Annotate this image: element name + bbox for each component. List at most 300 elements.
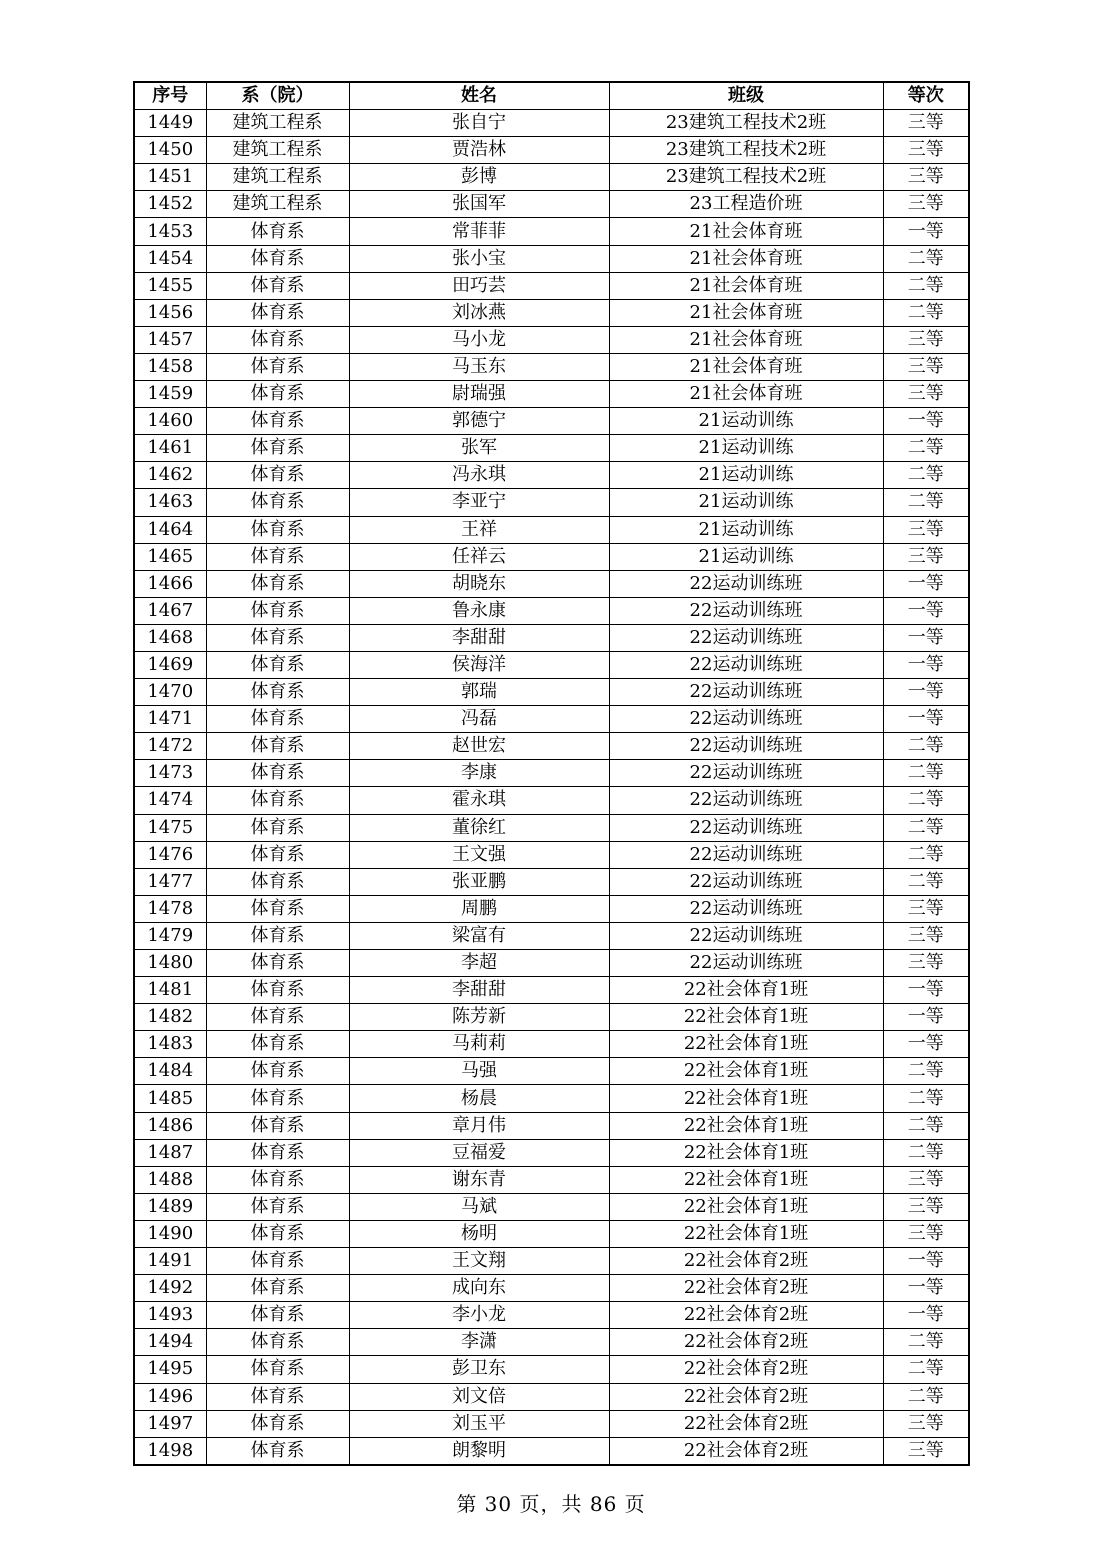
cell-serial-number: 1485 [134, 1085, 206, 1112]
table-row [134, 977, 969, 1004]
table-header-row [134, 82, 969, 110]
cell-department: 体育系 [206, 381, 349, 408]
cell-serial-number: 1462 [134, 462, 206, 489]
cell-name: 杨晨 [349, 1085, 609, 1112]
cell-grade: 二等 [883, 841, 969, 868]
cell-class: 22社会体育1班 [609, 1085, 883, 1112]
cell-grade: 一等 [883, 679, 969, 706]
cell-class: 22运动训练班 [609, 706, 883, 733]
cell-department: 体育系 [206, 1383, 349, 1410]
cell-class: 22运动训练班 [609, 651, 883, 678]
cell-serial-number: 1461 [134, 435, 206, 462]
cell-name: 陈芳新 [349, 1004, 609, 1031]
cell-serial-number: 1496 [134, 1383, 206, 1410]
cell-department: 体育系 [206, 624, 349, 651]
cell-name: 刘冰燕 [349, 299, 609, 326]
cell-serial-number: 1495 [134, 1356, 206, 1383]
cell-serial-number: 1475 [134, 814, 206, 841]
cell-grade: 三等 [883, 1166, 969, 1193]
cell-serial-number: 1488 [134, 1166, 206, 1193]
cell-department: 建筑工程系 [206, 137, 349, 164]
cell-department: 体育系 [206, 977, 349, 1004]
cell-grade: 一等 [883, 1004, 969, 1031]
cell-name: 梁富有 [349, 922, 609, 949]
cell-department: 体育系 [206, 435, 349, 462]
table-row [134, 489, 969, 516]
table-row [134, 841, 969, 868]
cell-name: 马斌 [349, 1193, 609, 1220]
page-footer: 第 30 页，共 86 页 [456, 1492, 646, 1516]
cell-department: 体育系 [206, 326, 349, 353]
cell-class: 22运动训练班 [609, 733, 883, 760]
table-row [134, 922, 969, 949]
cell-grade: 三等 [883, 1410, 969, 1437]
cell-name: 章月伟 [349, 1112, 609, 1139]
cell-grade: 二等 [883, 1329, 969, 1356]
cell-serial-number: 1473 [134, 760, 206, 787]
cell-class: 22社会体育2班 [609, 1356, 883, 1383]
cell-department: 建筑工程系 [206, 191, 349, 218]
cell-serial-number: 1471 [134, 706, 206, 733]
cell-serial-number: 1452 [134, 191, 206, 218]
cell-name: 王文翔 [349, 1248, 609, 1275]
header-class: 班级 [609, 82, 883, 110]
cell-serial-number: 1460 [134, 408, 206, 435]
cell-grade: 三等 [883, 543, 969, 570]
cell-serial-number: 1491 [134, 1248, 206, 1275]
cell-department: 体育系 [206, 760, 349, 787]
table-row [134, 868, 969, 895]
table-row [134, 191, 969, 218]
cell-grade: 二等 [883, 245, 969, 272]
table-row [134, 516, 969, 543]
cell-name: 张小宝 [349, 245, 609, 272]
table-row [134, 1004, 969, 1031]
cell-name: 霍永琪 [349, 787, 609, 814]
cell-department: 体育系 [206, 679, 349, 706]
cell-class: 22社会体育1班 [609, 1166, 883, 1193]
table-row [134, 895, 969, 922]
cell-class: 22社会体育2班 [609, 1383, 883, 1410]
cell-grade: 一等 [883, 624, 969, 651]
cell-department: 体育系 [206, 218, 349, 245]
table-row [134, 651, 969, 678]
cell-name: 鲁永康 [349, 597, 609, 624]
cell-serial-number: 1457 [134, 326, 206, 353]
cell-serial-number: 1484 [134, 1058, 206, 1085]
cell-class: 21运动训练 [609, 516, 883, 543]
table-row [134, 706, 969, 733]
table-row [134, 760, 969, 787]
cell-serial-number: 1449 [134, 110, 206, 137]
cell-class: 22运动训练班 [609, 868, 883, 895]
cell-name: 常菲菲 [349, 218, 609, 245]
cell-class: 22社会体育2班 [609, 1302, 883, 1329]
cell-name: 谢东青 [349, 1166, 609, 1193]
table-row [134, 1329, 969, 1356]
table-row [134, 679, 969, 706]
cell-name: 马强 [349, 1058, 609, 1085]
cell-name: 郭瑞 [349, 679, 609, 706]
cell-name: 成向东 [349, 1275, 609, 1302]
header-department: 系（院） [206, 82, 349, 110]
cell-grade: 一等 [883, 1302, 969, 1329]
table-row [134, 272, 969, 299]
table-row [134, 435, 969, 462]
cell-serial-number: 1470 [134, 679, 206, 706]
cell-department: 体育系 [206, 706, 349, 733]
cell-serial-number: 1493 [134, 1302, 206, 1329]
cell-name: 张国军 [349, 191, 609, 218]
cell-class: 22社会体育1班 [609, 1220, 883, 1247]
cell-grade: 三等 [883, 516, 969, 543]
cell-serial-number: 1467 [134, 597, 206, 624]
cell-class: 23建筑工程技术2班 [609, 137, 883, 164]
cell-class: 22社会体育2班 [609, 1437, 883, 1465]
cell-department: 体育系 [206, 1112, 349, 1139]
cell-name: 李超 [349, 950, 609, 977]
cell-serial-number: 1483 [134, 1031, 206, 1058]
cell-class: 22运动训练班 [609, 679, 883, 706]
cell-class: 22社会体育1班 [609, 1058, 883, 1085]
cell-department: 体育系 [206, 299, 349, 326]
cell-class: 21社会体育班 [609, 299, 883, 326]
cell-grade: 二等 [883, 299, 969, 326]
cell-grade: 二等 [883, 1383, 969, 1410]
table-row [134, 137, 969, 164]
cell-class: 21运动训练 [609, 489, 883, 516]
cell-serial-number: 1480 [134, 950, 206, 977]
cell-serial-number: 1487 [134, 1139, 206, 1166]
cell-serial-number: 1481 [134, 977, 206, 1004]
cell-grade: 一等 [883, 977, 969, 1004]
cell-grade: 三等 [883, 1220, 969, 1247]
cell-serial-number: 1476 [134, 841, 206, 868]
header-name: 姓名 [349, 82, 609, 110]
table-row [134, 408, 969, 435]
cell-department: 体育系 [206, 1437, 349, 1465]
cell-serial-number: 1497 [134, 1410, 206, 1437]
cell-department: 体育系 [206, 814, 349, 841]
cell-department: 体育系 [206, 1139, 349, 1166]
cell-name: 马玉东 [349, 353, 609, 380]
cell-grade: 二等 [883, 1058, 969, 1085]
cell-name: 任祥云 [349, 543, 609, 570]
table-row [134, 326, 969, 353]
cell-grade: 三等 [883, 110, 969, 137]
table-row [134, 1031, 969, 1058]
cell-department: 体育系 [206, 1004, 349, 1031]
table-row [134, 1275, 969, 1302]
cell-department: 体育系 [206, 787, 349, 814]
cell-class: 22运动训练班 [609, 950, 883, 977]
cell-name: 侯海洋 [349, 651, 609, 678]
cell-serial-number: 1450 [134, 137, 206, 164]
cell-name: 张亚鹏 [349, 868, 609, 895]
cell-department: 体育系 [206, 733, 349, 760]
cell-serial-number: 1455 [134, 272, 206, 299]
cell-name: 张自宁 [349, 110, 609, 137]
cell-name: 尉瑞强 [349, 381, 609, 408]
cell-grade: 三等 [883, 353, 969, 380]
cell-class: 21运动训练 [609, 462, 883, 489]
table-row [134, 1085, 969, 1112]
cell-grade: 一等 [883, 597, 969, 624]
cell-name: 李康 [349, 760, 609, 787]
table-row [134, 245, 969, 272]
cell-serial-number: 1468 [134, 624, 206, 651]
cell-grade: 二等 [883, 868, 969, 895]
cell-grade: 二等 [883, 1112, 969, 1139]
cell-name: 刘玉平 [349, 1410, 609, 1437]
cell-grade: 一等 [883, 651, 969, 678]
table-row [134, 1302, 969, 1329]
cell-serial-number: 1479 [134, 922, 206, 949]
cell-class: 22社会体育2班 [609, 1329, 883, 1356]
cell-grade: 一等 [883, 570, 969, 597]
cell-class: 21社会体育班 [609, 353, 883, 380]
cell-grade: 三等 [883, 950, 969, 977]
cell-grade: 二等 [883, 814, 969, 841]
cell-department: 建筑工程系 [206, 110, 349, 137]
table-row [134, 299, 969, 326]
cell-grade: 二等 [883, 1356, 969, 1383]
cell-serial-number: 1464 [134, 516, 206, 543]
cell-serial-number: 1472 [134, 733, 206, 760]
table-row [134, 1383, 969, 1410]
cell-class: 22运动训练班 [609, 787, 883, 814]
cell-department: 建筑工程系 [206, 164, 349, 191]
cell-department: 体育系 [206, 245, 349, 272]
cell-class: 22社会体育1班 [609, 1031, 883, 1058]
cell-grade: 二等 [883, 462, 969, 489]
cell-grade: 三等 [883, 164, 969, 191]
cell-department: 体育系 [206, 489, 349, 516]
cell-department: 体育系 [206, 1193, 349, 1220]
cell-class: 23工程造价班 [609, 191, 883, 218]
cell-serial-number: 1465 [134, 543, 206, 570]
cell-grade: 二等 [883, 435, 969, 462]
cell-name: 冯磊 [349, 706, 609, 733]
cell-grade: 一等 [883, 1031, 969, 1058]
cell-department: 体育系 [206, 570, 349, 597]
table-row [134, 1112, 969, 1139]
table-row [134, 814, 969, 841]
table-row [134, 543, 969, 570]
cell-department: 体育系 [206, 895, 349, 922]
table-row [134, 1248, 969, 1275]
cell-serial-number: 1459 [134, 381, 206, 408]
cell-serial-number: 1477 [134, 868, 206, 895]
cell-class: 21运动训练 [609, 543, 883, 570]
cell-class: 22运动训练班 [609, 922, 883, 949]
table-row [134, 1437, 969, 1465]
cell-name: 贾浩林 [349, 137, 609, 164]
cell-class: 22社会体育1班 [609, 1112, 883, 1139]
cell-class: 21社会体育班 [609, 218, 883, 245]
cell-class: 21运动训练 [609, 408, 883, 435]
cell-class: 21社会体育班 [609, 272, 883, 299]
cell-class: 22社会体育1班 [609, 1139, 883, 1166]
cell-class: 22运动训练班 [609, 841, 883, 868]
cell-department: 体育系 [206, 1031, 349, 1058]
cell-name: 张军 [349, 435, 609, 462]
cell-class: 22社会体育2班 [609, 1275, 883, 1302]
cell-class: 22运动训练班 [609, 597, 883, 624]
cell-grade: 一等 [883, 706, 969, 733]
cell-department: 体育系 [206, 868, 349, 895]
cell-name: 李亚宁 [349, 489, 609, 516]
cell-grade: 二等 [883, 1085, 969, 1112]
cell-grade: 三等 [883, 922, 969, 949]
cell-serial-number: 1453 [134, 218, 206, 245]
table-row [134, 1410, 969, 1437]
cell-serial-number: 1489 [134, 1193, 206, 1220]
cell-class: 21社会体育班 [609, 326, 883, 353]
award-roster-table [133, 81, 970, 1466]
cell-name: 马小龙 [349, 326, 609, 353]
cell-department: 体育系 [206, 1356, 349, 1383]
cell-class: 22运动训练班 [609, 814, 883, 841]
cell-class: 21运动训练 [609, 435, 883, 462]
table-row [134, 110, 969, 137]
cell-serial-number: 1466 [134, 570, 206, 597]
cell-grade: 一等 [883, 408, 969, 435]
cell-name: 赵世宏 [349, 733, 609, 760]
cell-class: 22社会体育1班 [609, 1004, 883, 1031]
cell-department: 体育系 [206, 1329, 349, 1356]
table-row [134, 381, 969, 408]
cell-serial-number: 1454 [134, 245, 206, 272]
cell-name: 马莉莉 [349, 1031, 609, 1058]
table-row [134, 1220, 969, 1247]
cell-name: 李小龙 [349, 1302, 609, 1329]
cell-serial-number: 1494 [134, 1329, 206, 1356]
cell-serial-number: 1469 [134, 651, 206, 678]
cell-department: 体育系 [206, 462, 349, 489]
cell-name: 周鹏 [349, 895, 609, 922]
cell-grade: 三等 [883, 381, 969, 408]
cell-department: 体育系 [206, 651, 349, 678]
cell-grade: 二等 [883, 733, 969, 760]
cell-department: 体育系 [206, 597, 349, 624]
cell-name: 冯永琪 [349, 462, 609, 489]
cell-department: 体育系 [206, 1248, 349, 1275]
cell-serial-number: 1482 [134, 1004, 206, 1031]
cell-name: 朗黎明 [349, 1437, 609, 1465]
table-row [134, 950, 969, 977]
cell-serial-number: 1463 [134, 489, 206, 516]
cell-class: 22运动训练班 [609, 760, 883, 787]
cell-grade: 二等 [883, 760, 969, 787]
cell-class: 22运动训练班 [609, 570, 883, 597]
cell-department: 体育系 [206, 1085, 349, 1112]
table-row [134, 1356, 969, 1383]
table-row [134, 164, 969, 191]
cell-serial-number: 1498 [134, 1437, 206, 1465]
table-row [134, 597, 969, 624]
table-row [134, 1193, 969, 1220]
cell-class: 21社会体育班 [609, 245, 883, 272]
cell-department: 体育系 [206, 272, 349, 299]
cell-serial-number: 1490 [134, 1220, 206, 1247]
cell-name: 刘文倍 [349, 1383, 609, 1410]
cell-department: 体育系 [206, 516, 349, 543]
table-body [134, 110, 969, 1465]
cell-name: 李甜甜 [349, 624, 609, 651]
cell-class: 22社会体育2班 [609, 1410, 883, 1437]
cell-name: 王祥 [349, 516, 609, 543]
cell-grade: 一等 [883, 1248, 969, 1275]
cell-class: 23建筑工程技术2班 [609, 164, 883, 191]
cell-name: 李潇 [349, 1329, 609, 1356]
cell-grade: 二等 [883, 489, 969, 516]
cell-class: 22社会体育2班 [609, 1248, 883, 1275]
cell-class: 22运动训练班 [609, 895, 883, 922]
cell-department: 体育系 [206, 543, 349, 570]
cell-grade: 三等 [883, 1437, 969, 1465]
cell-name: 彭卫东 [349, 1356, 609, 1383]
cell-grade: 三等 [883, 326, 969, 353]
cell-name: 杨明 [349, 1220, 609, 1247]
cell-grade: 二等 [883, 272, 969, 299]
table-row [134, 1139, 969, 1166]
cell-department: 体育系 [206, 1058, 349, 1085]
cell-grade: 一等 [883, 218, 969, 245]
cell-class: 23建筑工程技术2班 [609, 110, 883, 137]
cell-name: 李甜甜 [349, 977, 609, 1004]
cell-department: 体育系 [206, 1220, 349, 1247]
cell-class: 22运动训练班 [609, 624, 883, 651]
cell-class: 22社会体育1班 [609, 1193, 883, 1220]
cell-serial-number: 1451 [134, 164, 206, 191]
cell-serial-number: 1456 [134, 299, 206, 326]
cell-department: 体育系 [206, 1410, 349, 1437]
cell-grade: 三等 [883, 1193, 969, 1220]
cell-grade: 三等 [883, 895, 969, 922]
cell-serial-number: 1486 [134, 1112, 206, 1139]
table-row [134, 462, 969, 489]
cell-grade: 三等 [883, 137, 969, 164]
cell-class: 22社会体育1班 [609, 977, 883, 1004]
header-grade: 等次 [883, 82, 969, 110]
table-row [134, 624, 969, 651]
cell-department: 体育系 [206, 353, 349, 380]
cell-grade: 一等 [883, 1275, 969, 1302]
cell-department: 体育系 [206, 1275, 349, 1302]
cell-grade: 二等 [883, 1139, 969, 1166]
table-row [134, 733, 969, 760]
cell-class: 21社会体育班 [609, 381, 883, 408]
cell-serial-number: 1492 [134, 1275, 206, 1302]
table-row [134, 1166, 969, 1193]
cell-name: 董徐红 [349, 814, 609, 841]
cell-name: 彭博 [349, 164, 609, 191]
table-row [134, 1058, 969, 1085]
cell-name: 田巧芸 [349, 272, 609, 299]
cell-serial-number: 1478 [134, 895, 206, 922]
cell-department: 体育系 [206, 922, 349, 949]
cell-serial-number: 1474 [134, 787, 206, 814]
cell-grade: 三等 [883, 191, 969, 218]
cell-name: 胡晓东 [349, 570, 609, 597]
table-row [134, 218, 969, 245]
cell-serial-number: 1458 [134, 353, 206, 380]
cell-department: 体育系 [206, 841, 349, 868]
table-row [134, 787, 969, 814]
header-serial-number: 序号 [134, 82, 206, 110]
cell-department: 体育系 [206, 408, 349, 435]
